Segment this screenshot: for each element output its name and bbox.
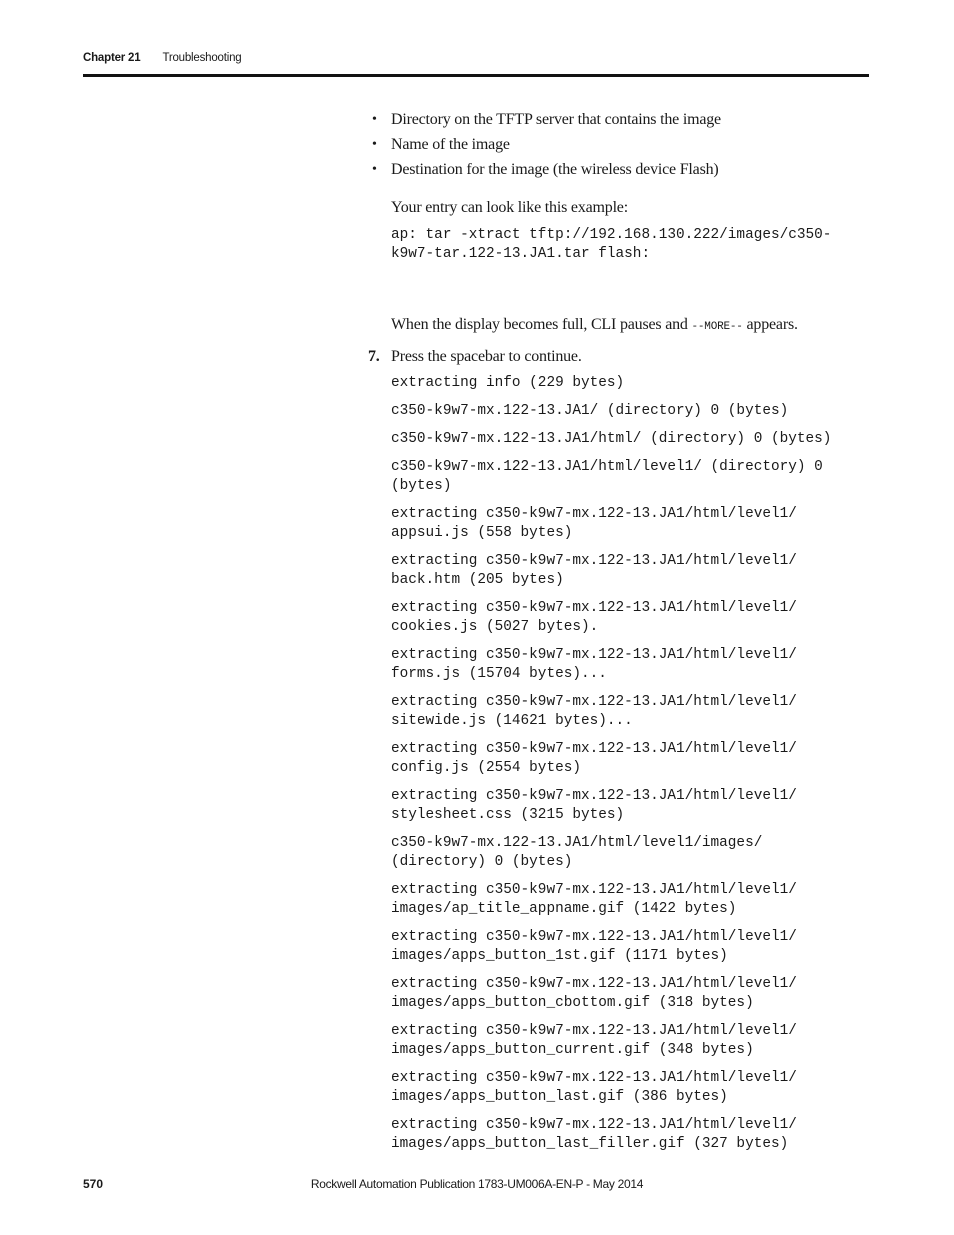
list-item: • Destination for the image (the wireless device Flash) xyxy=(372,157,872,182)
publication-info: Rockwell Automation Publication 1783-UM006A-EN-P - May 2014 xyxy=(310,1177,644,1191)
cli-output-line: extracting c350-k9w7-mx.122-13.JA1/html/level1/ back.htm (205 bytes) xyxy=(391,553,797,588)
step-text: Press the spacebar to continue. xyxy=(391,348,582,365)
bullet-icon: • xyxy=(372,112,377,127)
bullet-icon: • xyxy=(372,137,377,152)
cli-output-line: extracting c350-k9w7-mx.122-13.JA1/html/level1/ images/apps_button_cbottom.gif (318 bytes) xyxy=(391,976,797,1011)
running-header xyxy=(83,52,241,64)
cli-output-line: extracting c350-k9w7-mx.122-13.JA1/html/level1/ appsui.js (558 bytes) xyxy=(391,506,797,541)
list-item: • Directory on the TFTP server that contains the image xyxy=(372,107,872,132)
more-prompt-code: --MORE-- xyxy=(691,321,743,333)
cli-output-line: extracting info (229 bytes) xyxy=(391,375,625,391)
cli-output xyxy=(372,374,872,1154)
cli-output-line: extracting c350-k9w7-mx.122-13.JA1/html/level1/ images/apps_button_1st.gif (1171 bytes) xyxy=(391,929,797,964)
cli-output-line: extracting c350-k9w7-mx.122-13.JA1/html/level1/ forms.js (15704 bytes)... xyxy=(391,647,797,682)
cli-output-line: c350-k9w7-mx.122-13.JA1/ (directory) 0 (bytes) xyxy=(391,403,789,419)
cli-output-line: extracting c350-k9w7-mx.122-13.JA1/html/level1/ images/apps_button_current.gif (348 bytes) xyxy=(391,1023,797,1058)
bullet-list xyxy=(372,107,872,182)
cli-output-line: c350-k9w7-mx.122-13.JA1/html/level1/images/ (directory) 0 (bytes) xyxy=(391,835,763,870)
example-code: ap: tar -xtract tftp://192.168.130.222/images/c350- k9w7-tar.122-13.JA1.tar flash: xyxy=(391,227,832,262)
cli-output-line: extracting c350-k9w7-mx.122-13.JA1/html/level1/ images/apps_button_last_filler.gif (327 bytes) xyxy=(391,1117,797,1152)
step-7 xyxy=(368,346,872,368)
cli-output-line: extracting c350-k9w7-mx.122-13.JA1/html/level1/ images/apps_button_last.gif (386 bytes) xyxy=(391,1070,797,1105)
list-item: • Name of the image xyxy=(372,132,872,157)
cli-output-line: extracting c350-k9w7-mx.122-13.JA1/html/level1/ config.js (2554 bytes) xyxy=(391,741,797,776)
section-label: Troubleshooting xyxy=(162,52,242,64)
example-intro: Your entry can look like this example: xyxy=(391,199,628,216)
content-column xyxy=(368,107,872,1163)
cli-output-line: c350-k9w7-mx.122-13.JA1/html/ (directory) 0 (bytes) xyxy=(391,431,832,447)
cli-output-line: c350-k9w7-mx.122-13.JA1/html/level1/ (directory) 0 (bytes) xyxy=(391,459,823,494)
cli-output-line: extracting c350-k9w7-mx.122-13.JA1/html/level1/ cookies.js (5027 bytes). xyxy=(391,600,797,635)
page-number: 570 xyxy=(83,1177,104,1191)
display-full-note: When the display becomes full, CLI pauses and --MORE-- appears. xyxy=(391,316,798,333)
header-rule xyxy=(83,74,869,77)
bullet-icon: • xyxy=(372,162,377,177)
cli-output-line: extracting c350-k9w7-mx.122-13.JA1/html/level1/ sitewide.js (14621 bytes)... xyxy=(391,694,797,729)
cli-output-line: extracting c350-k9w7-mx.122-13.JA1/html/level1/ images/ap_title_appname.gif (1422 bytes) xyxy=(391,882,797,917)
cli-output-line: extracting c350-k9w7-mx.122-13.JA1/html/level1/ stylesheet.css (3215 bytes) xyxy=(391,788,797,823)
chapter-label: Chapter 21 xyxy=(83,52,141,64)
step-number: 7. xyxy=(368,348,380,365)
